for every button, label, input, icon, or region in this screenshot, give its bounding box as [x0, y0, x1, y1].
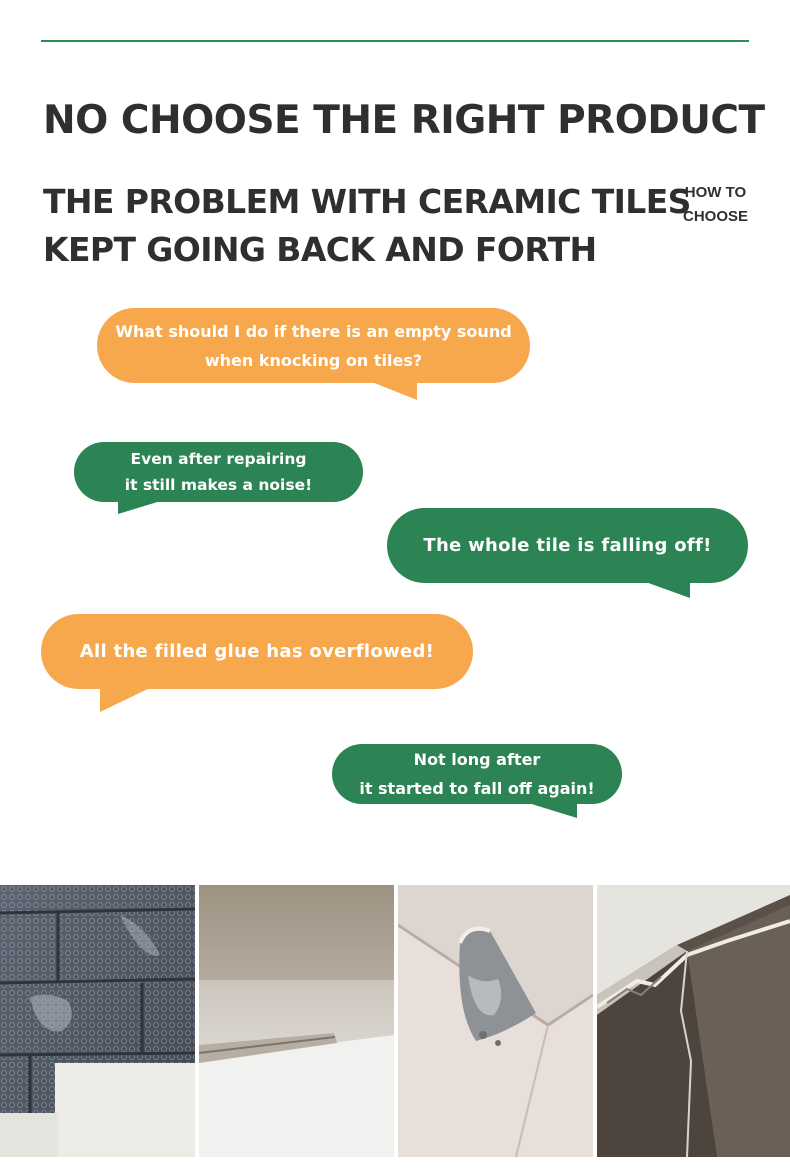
bubble-text-line: it still makes a noise! — [124, 476, 313, 494]
bubble-text-line: All the filled glue has overflowed! — [79, 641, 435, 662]
hollow-tile-wall-photo — [0, 885, 195, 1157]
speech-bubble-glue-overflow — [41, 614, 473, 689]
subheadline-line-2: KEPT GOING BACK AND FORTH — [43, 230, 597, 269]
speech-bubble-fall-off-again — [332, 744, 622, 804]
top-divider — [41, 40, 749, 42]
bubble-text-line: What should I do if there is an empty sound — [115, 321, 512, 341]
badge-line-2: CHOOSE — [682, 208, 748, 225]
bubble-text-line: The whole tile is falling off! — [423, 535, 712, 556]
bubble-text-line: it started to fall off again! — [359, 779, 595, 798]
speech-bubble-tile-falling — [387, 508, 748, 583]
how-to-choose-badge — [683, 181, 748, 229]
speech-bubble-tail — [525, 802, 577, 818]
bubble-text-line: when knocking on tiles? — [204, 350, 423, 370]
page-subheadline — [43, 178, 691, 274]
broken-floor-tile-photo — [398, 885, 593, 1157]
subheadline-line-1: THE PROBLEM WITH CERAMIC TILES — [43, 182, 691, 221]
lifted-tile-edge-photo — [199, 885, 394, 1157]
speech-bubble-tail — [367, 380, 417, 400]
speech-bubble-tail — [100, 686, 154, 712]
bubble-text-line: Not long after — [413, 750, 541, 769]
badge-line-1: HOW TO — [684, 184, 747, 201]
cracked-tile-corner-photo — [597, 885, 790, 1157]
speech-bubble-tail — [118, 500, 164, 514]
page-headline: NO CHOOSE THE RIGHT PRODUCT — [43, 98, 765, 143]
speech-bubble-still-noise — [74, 442, 363, 502]
photo-strip — [0, 885, 790, 1157]
speech-bubble-empty-sound — [97, 308, 530, 383]
bubble-text-line: Even after repairing — [130, 450, 307, 468]
